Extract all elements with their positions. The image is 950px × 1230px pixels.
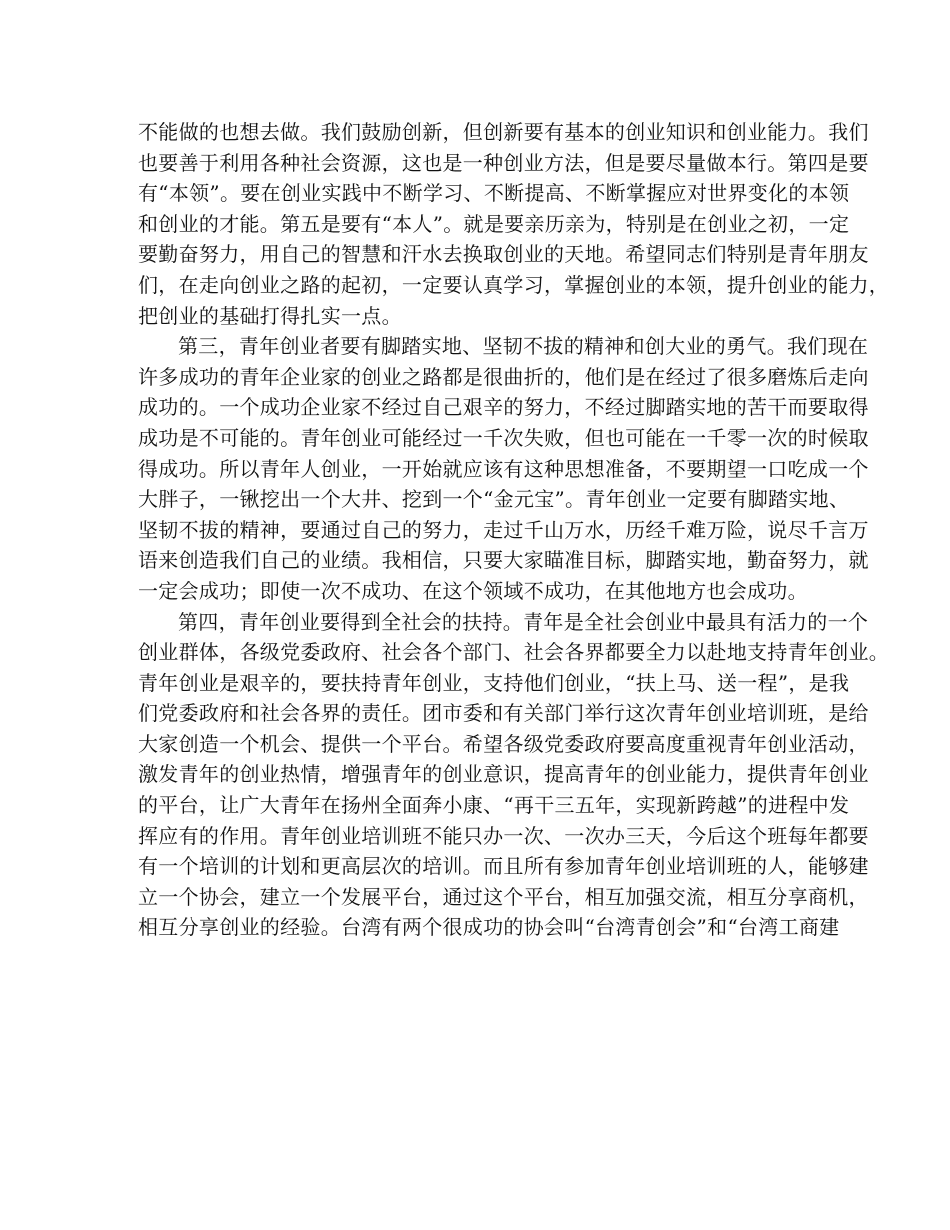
text-line: 得成功。所以青年人创业，一开始就应该有这种思想准备，不要期望一口吃成一个 [138,456,869,481]
paragraph-3 [138,607,890,944]
text-line: 们，在走向创业之路的起初，一定要认真学习，掌握创业的本领，提升创业的能力， [138,272,890,297]
text-line: 坚韧不拔的精神，要通过自己的努力，走过千山万水，历经千难万险，说尽千言万 [138,517,869,542]
text-line: 成功是不可能的。青年创业可能经过一千次失败，但也可能在一千零一次的时候取 [138,425,869,450]
text-line: 第四，青年创业要得到全社会的扶持。青年是全社会创业中最具有活力的一个 [178,609,869,634]
text-line: 有“本领”。要在创业实践中不断学习、不断提高、不断掌握应对世界变化的本领 [138,181,850,206]
text-line: 和创业的才能。第五是要有“本人”。就是要亲历亲为，特别是在创业之初，一定 [138,211,850,236]
paragraph-2 [138,331,869,606]
text-line: 大家创造一个机会、提供一个平台。希望各级党委政府要高度重视青年创业活动， [138,731,869,756]
text-line: 也要善于利用各种社会资源，这也是一种创业方法，但是要尽量做本行。第四是要 [138,150,869,175]
text-line: 立一个协会，建立一个发展平台，通过这个平台，相互加强交流，相互分享商机， [138,884,869,909]
document-body [138,117,890,943]
text-line: 们党委政府和社会各界的责任。团市委和有关部门举行这次青年创业培训班，是给 [138,701,869,726]
text-line: 把创业的基础打得扎实一点。 [138,303,402,328]
text-line: 语来创造我们自己的业绩。我相信，只要大家瞄准目标，脚踏实地，勤奋努力，就 [138,548,869,573]
text-line: 第三，青年创业者要有脚踏实地、坚韧不拔的精神和创大业的勇气。我们现在 [178,334,869,359]
text-line: 要勤奋努力，用自己的智慧和汗水去换取创业的天地。希望同志们特别是青年朋友 [138,242,869,267]
paragraph-1 [138,117,890,331]
text-line: 相互分享创业的经验。台湾有两个很成功的协会叫“台湾青创会”和“台湾工商建 [138,915,840,940]
text-line: 不能做的也想去做。我们鼓励创新，但创新要有基本的创业知识和创业能力。我们 [138,120,869,144]
text-line: 有一个培训的计划和更高层次的培训。而且所有参加青年创业培训班的人，能够建 [138,854,869,879]
text-line: 的平台，让广大青年在扬州全面奔小康、“再干三五年，实现新跨越”的进程中发 [138,793,850,818]
text-line: 大胖子，一锹挖出一个大井、挖到一个“金元宝”。青年创业一定要有脚踏实地、 [138,487,850,512]
text-line: 激发青年的创业热情，增强青年的创业意识，提高青年的创业能力，提供青年创业 [138,762,869,787]
text-line: 许多成功的青年企业家的创业之路都是很曲折的，他们是在经过了很多磨炼后走向 [138,364,869,389]
text-line: 创业群体，各级党委政府、社会各个部门、社会各界都要全力以赴地支持青年创业。 [138,640,890,665]
text-line: 挥应有的作用。青年创业培训班不能只办一次、一次办三天，今后这个班每年都要 [138,823,869,848]
text-line: 成功的。一个成功企业家不经过自己艰辛的努力，不经过脚踏实地的苦干而要取得 [138,395,869,420]
text-line: 青年创业是艰辛的，要扶持青年创业，支持他们创业，“扶上马、送一程”，是我 [138,670,850,695]
text-line: 一定会成功；即使一次不成功、在这个领域不成功，在其他地方也会成功。 [138,578,808,603]
